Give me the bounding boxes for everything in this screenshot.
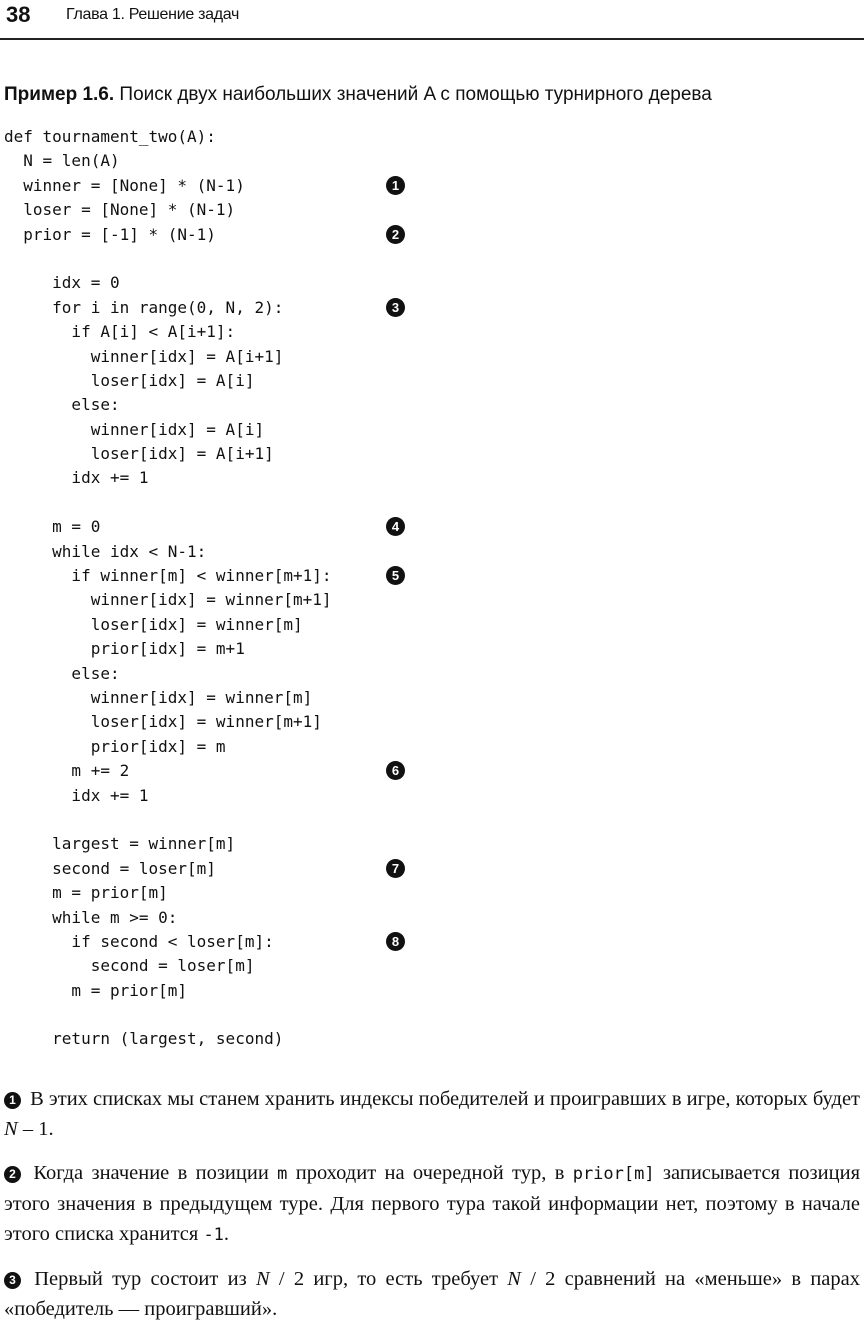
code-text: second = loser[m] xyxy=(4,858,216,878)
code-text: idx += 1 xyxy=(4,468,149,488)
code-text: winner = [None] * (N-1) xyxy=(4,175,245,195)
callout-marker-icon: 1 xyxy=(4,1092,21,1109)
code-text: idx += 1 xyxy=(4,785,149,805)
code-line xyxy=(4,198,332,222)
code-text: idx = 0 xyxy=(4,273,120,293)
page-number: 38 xyxy=(6,2,31,27)
code-line xyxy=(4,662,332,686)
example-caption xyxy=(4,84,712,106)
code-line xyxy=(4,1027,332,1051)
footnote-text: . xyxy=(223,1223,230,1245)
code-line xyxy=(4,930,400,954)
callout-marker-icon: 2 xyxy=(386,225,405,244)
code-line xyxy=(4,466,332,490)
code-line xyxy=(4,442,332,466)
code-line xyxy=(4,320,332,344)
code-text: loser[idx] = A[i] xyxy=(4,370,255,390)
math-variable: N xyxy=(4,1118,18,1140)
footnote xyxy=(4,1264,860,1324)
code-text: loser = [None] * (N-1) xyxy=(4,200,236,220)
inline-code: -1 xyxy=(203,1225,224,1245)
callout-marker-icon: 6 xyxy=(386,761,405,780)
math-variable: N xyxy=(255,1268,270,1290)
code-text: prior[idx] = m xyxy=(4,736,226,756)
code-text: m += 2 xyxy=(4,761,130,781)
code-line xyxy=(4,515,400,539)
code-text: while idx < N-1: xyxy=(4,541,207,561)
code-text: m = prior[m] xyxy=(4,883,168,903)
code-line xyxy=(4,979,332,1003)
code-line xyxy=(4,710,332,734)
code-line xyxy=(4,418,332,442)
code-text: winner[idx] = A[i] xyxy=(4,419,265,439)
code-line xyxy=(4,759,400,783)
code-text: m = 0 xyxy=(4,517,101,537)
callout-marker-icon: 8 xyxy=(386,932,405,951)
code-line xyxy=(4,637,332,661)
callout-marker-icon: 5 xyxy=(386,566,405,585)
code-text: else: xyxy=(4,663,120,683)
code-line xyxy=(4,223,400,247)
code-text: return (largest, second) xyxy=(4,1029,284,1049)
code-line xyxy=(4,613,332,637)
callout-marker-icon: 1 xyxy=(386,176,405,195)
footnote-text: записывается позиция этого значения в предыдущем туре. Для первого тура такой информации нет, поэтому в начале этого списка хранится xyxy=(4,1162,860,1245)
chapter-title: Глава 1. Решение задач xyxy=(66,6,240,23)
footnote-text: – 1. xyxy=(17,1118,54,1140)
code-text: if winner[m] < winner[m+1]: xyxy=(4,566,332,586)
code-line xyxy=(4,735,332,759)
inline-code: m xyxy=(277,1164,288,1184)
code-line xyxy=(4,540,332,564)
code-text: loser[idx] = A[i+1] xyxy=(4,444,274,464)
code-line xyxy=(4,369,332,393)
code-line xyxy=(4,125,332,149)
code-text: largest = winner[m] xyxy=(4,834,236,854)
code-text: def tournament_two(A): xyxy=(4,127,216,146)
code-line xyxy=(4,832,332,856)
code-text: if A[i] < A[i+1]: xyxy=(4,322,236,342)
code-text: else: xyxy=(4,395,120,415)
code-text: prior = [-1] * (N-1) xyxy=(4,224,216,244)
code-line xyxy=(4,588,332,612)
callout-marker-icon: 4 xyxy=(386,517,405,536)
callout-marker-icon: 2 xyxy=(4,1166,21,1183)
footnote xyxy=(4,1158,860,1250)
footnote-text: Когда значение в позиции xyxy=(25,1162,278,1184)
code-text: m = prior[m] xyxy=(4,980,188,1000)
callout-marker-icon: 3 xyxy=(4,1272,21,1289)
code-line xyxy=(4,491,332,515)
inline-code: prior[m] xyxy=(572,1164,655,1184)
code-text: prior[idx] = m+1 xyxy=(4,639,245,659)
code-line xyxy=(4,393,332,417)
code-text: for i in range(0, N, 2): xyxy=(4,297,284,317)
code-text: N = len(A) xyxy=(4,151,120,171)
example-label: Пример 1.6. xyxy=(4,84,115,105)
code-text: winner[idx] = winner[m] xyxy=(4,687,313,707)
code-text: winner[idx] = winner[m+1] xyxy=(4,590,332,610)
code-line xyxy=(4,954,332,978)
page-header xyxy=(0,0,864,40)
code-line xyxy=(4,906,332,930)
code-line xyxy=(4,784,332,808)
code-text: second = loser[m] xyxy=(4,956,255,976)
code-text: loser[idx] = winner[m+1] xyxy=(4,712,322,732)
code-line xyxy=(4,149,332,173)
callout-marker-icon: 3 xyxy=(386,298,405,317)
footnote-text: В этих списках мы станем хранить индексы победителей и проигравших в игре, которых будет xyxy=(25,1088,860,1110)
footnote xyxy=(4,1084,860,1144)
code-text: while m >= 0: xyxy=(4,907,178,927)
code-line xyxy=(4,247,332,271)
code-line xyxy=(4,857,400,881)
code-line xyxy=(4,808,332,832)
code-line xyxy=(4,174,400,198)
code-line xyxy=(4,345,332,369)
code-text: if second < loser[m]: xyxy=(4,931,274,951)
code-text: winner[idx] = A[i+1] xyxy=(4,346,284,366)
footnote-text: Первый тур состоит из xyxy=(25,1268,256,1290)
code-line xyxy=(4,686,332,710)
example-title: Поиск двух наибольших значений A с помощью турнирного дерева xyxy=(119,84,712,105)
footnote-text: / 2 игр, то есть требует xyxy=(269,1268,508,1290)
code-line xyxy=(4,271,332,295)
callout-marker-icon: 7 xyxy=(386,859,405,878)
footnotes xyxy=(4,1084,860,1338)
code-line xyxy=(4,1003,332,1027)
code-listing xyxy=(4,125,400,1052)
code-line xyxy=(4,564,400,588)
code-line xyxy=(4,296,400,320)
footnote-text: проходит на очередной тур, в xyxy=(287,1162,573,1184)
math-variable: N xyxy=(507,1268,521,1290)
code-text: loser[idx] = winner[m] xyxy=(4,614,303,634)
code-line xyxy=(4,881,332,905)
footnote-text: / 2 сравнений на «меньше» в парах «победитель — проигравший». xyxy=(4,1268,860,1320)
